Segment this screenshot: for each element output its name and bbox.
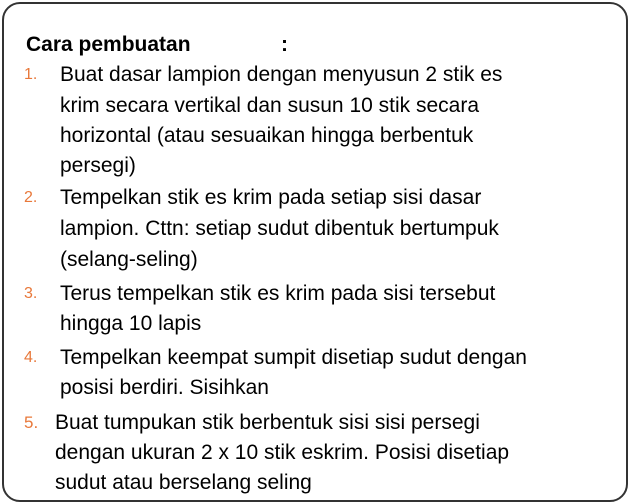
list-text-line: Tempelkan stik es krim pada setiap sisi dasar — [60, 186, 482, 209]
section-title-colon: : — [281, 33, 288, 56]
list-text-line: horizontal (atau sesuaikan hingga berbentuk — [60, 124, 474, 147]
list-text-line: Tempelkan keempat sumpit disetiap sudut dengan — [60, 346, 527, 369]
list-number: 4. — [24, 349, 38, 366]
list-text-line: sudut atau berselang seling — [55, 471, 312, 494]
list-text-line: Terus tempelkan stik es krim pada sisi tersebut — [60, 282, 496, 305]
list-text-line: krim secara vertikal dan susun 10 stik secara — [60, 94, 480, 117]
section-title: Cara pembuatan — [26, 33, 191, 56]
list-number: 2. — [24, 189, 38, 206]
list-text-line: dengan ukuran 2 x 10 stik eskrim. Posisi disetiap — [55, 441, 510, 464]
list-text-line: Buat dasar lampion dengan menyusun 2 stik es — [60, 63, 503, 86]
list-text-line: persegi) — [60, 154, 136, 177]
list-text-line: lampion. Cttn: setiap sudut dibentuk bertumpuk — [60, 217, 499, 240]
list-number: 3. — [24, 285, 38, 302]
list-number: 5. — [24, 413, 39, 432]
list-number: 1. — [24, 66, 38, 83]
list-text-line: (selang-seling) — [60, 248, 198, 271]
list-text-line: Buat tumpukan stik berbentuk sisi sisi persegi — [55, 411, 480, 434]
list-text-line: posisi berdiri. Sisihkan — [60, 376, 269, 399]
list-text-line: hingga 10 lapis — [60, 312, 202, 335]
